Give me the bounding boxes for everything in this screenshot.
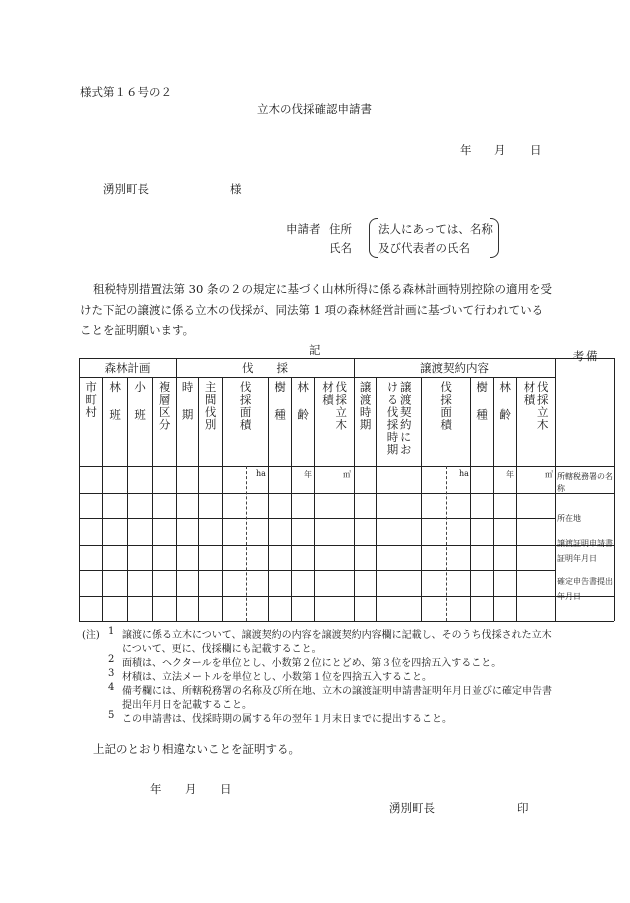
col-time: 時期 [180, 381, 195, 436]
name-label: 氏名 [329, 241, 352, 255]
right-bracket [490, 218, 499, 258]
col-transfer-felling-time: 譲渡契約における伐採時期 [385, 381, 413, 456]
note-4-num: 4 [108, 682, 115, 693]
body-line-3: ことを証明願います。 [80, 323, 195, 337]
note-1-num: 1 [108, 626, 115, 637]
document-title: 立木の伐採確認申請書 [257, 102, 372, 116]
remark-tax-return-date: 確定申告書提出年月日 [557, 577, 613, 602]
col-area: 伐採面積 [238, 381, 253, 431]
applicant-label: 申請者 [286, 222, 321, 236]
form-number: 様式第１６号の２ [80, 85, 172, 99]
unit-ha-2: ha [459, 469, 469, 478]
applicant-note-line1: 法人にあっては、名称 [378, 222, 493, 236]
note-2-num: 2 [108, 654, 115, 665]
note-5-line-1: この申請書は、伐採時期の属する年の翌年１月末日までに提出すること。 [122, 714, 452, 725]
col-transfer-time: 譲渡時期 [358, 381, 373, 431]
date-year: 年 [460, 143, 472, 157]
note-4-line-2: 提出年月日を記載すること。 [122, 700, 252, 711]
col-transfer-age: 林齢 [498, 381, 513, 436]
notes-prefix: (注) [82, 630, 100, 641]
date-day: 日 [530, 143, 542, 157]
col-municipality: 市町村 [84, 381, 99, 419]
note-4-line-1: 備考欄には、所轄税務署の名称及び所在地、立木の譲渡証明申請書証明年月日並びに確定申告書 [122, 686, 552, 697]
col-transfer-volume: 伐採立木材積 [522, 381, 550, 431]
body-line-1: 租税特別措置法第 30 条の２の規定に基づく山林所得に係る森林計画特別控除の適用を受 [93, 282, 552, 296]
note-5-num: 5 [108, 710, 115, 721]
note-2-line-1: 面積は、ヘクタールを単位とし、小数第２位にとどめ、第３位を四捨五入すること。 [122, 658, 502, 669]
unit-m3-1: ㎥ [343, 470, 351, 479]
note-1-line-1: 譲渡に係る立木について、譲渡契約の内容を譲渡契約内容欄に記載し、そのうち伐採された立木 [122, 630, 552, 641]
col-transfer-species: 樹種 [475, 381, 490, 436]
note-3-num: 3 [108, 668, 115, 679]
group-remarks: 備 考 [571, 349, 599, 475]
addressee-name: 湧別町長 [103, 182, 149, 196]
remark-tax-office: 所轄税務署の名称 [557, 472, 613, 493]
col-transfer-area: 伐採面積 [439, 381, 454, 431]
col-species: 樹種 [273, 381, 288, 436]
group-transfer: 譲渡契約内容 [420, 360, 489, 375]
note-3-line-1: 材積は、立法メートルを単位とし、小数第１位を四捨五入すること。 [122, 672, 432, 683]
col-age: 林齢 [296, 381, 311, 436]
unit-year-1: 年 [304, 470, 312, 479]
col-rinpan: 林班 [108, 381, 123, 436]
remark-transfer-cert-date: 譲渡証明申請書証明年月日 [557, 539, 613, 564]
ki-label: 記 [309, 343, 321, 357]
remark-location: 所在地 [557, 514, 581, 523]
group-felling: 伐 採 [242, 360, 288, 375]
cert-date-year: 年 [150, 782, 162, 796]
certifier-name: 湧別町長 [389, 801, 435, 815]
certification-text: 上記のとおり相違ないことを証明する。 [93, 742, 300, 756]
col-main-inter: 主間伐別 [203, 381, 218, 431]
group-forest-plan: 森林計画 [104, 360, 151, 375]
left-bracket [369, 218, 378, 258]
col-shohan: 小班 [133, 381, 148, 436]
unit-m3-2: ㎥ [545, 470, 553, 479]
addressee-honorific: 様 [230, 182, 242, 196]
note-1-line-2: について、更に、伐採欄にも記載すること。 [122, 644, 322, 655]
unit-ha-1: ha [256, 469, 266, 478]
address-label: 住所 [329, 222, 352, 236]
certifier-seal: 印 [517, 801, 529, 815]
cert-date-day: 日 [220, 782, 232, 796]
unit-year-2: 年 [506, 470, 514, 479]
date-month: 月 [494, 143, 506, 157]
body-line-2: けた下記の譲渡に係る立木の伐採が、同法第 1 項の森林経営計画に基づいて行われている [80, 303, 544, 317]
cert-date-month: 月 [185, 782, 197, 796]
col-layer: 複層区分 [157, 381, 172, 431]
col-volume: 伐採立木材積 [321, 381, 349, 431]
applicant-note-line2: 及び代表者の氏名 [378, 241, 470, 255]
